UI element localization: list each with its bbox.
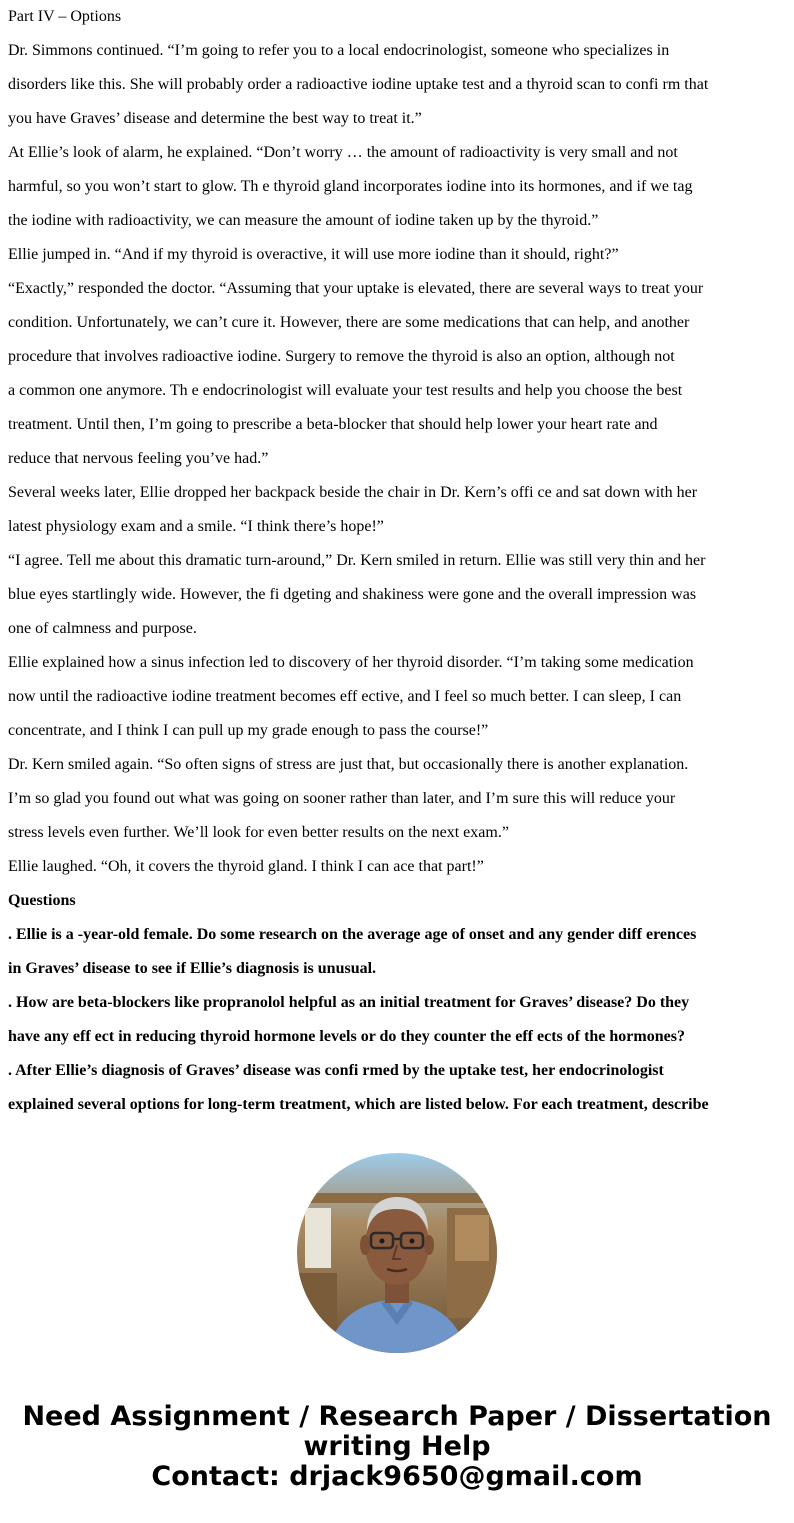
paragraph-line: Ellie laughed. “Oh, it covers the thyroid gland. I think I can ace that part!” [8, 858, 484, 875]
paragraph-line: At Ellie’s look of alarm, he explained. “Don’t worry … the amount of radioactivity is very small and not [8, 144, 678, 161]
paragraph-line: harmful, so you won’t start to glow. Th e thyroid gland incorporates iodine into its hormones, and if we tag [8, 178, 693, 195]
author-avatar [297, 1153, 497, 1353]
paragraph-line: Ellie jumped in. “And if my thyroid is overactive, it will use more iodine than it should, right?” [8, 246, 619, 263]
question-line: . After Ellie’s diagnosis of Graves’ disease was confi rmed by the uptake test, her endocrinologist [8, 1062, 664, 1079]
paragraph-line: reduce that nervous feeling you’ve had.” [8, 450, 269, 467]
paragraph-line: a common one anymore. Th e endocrinologist will evaluate your test results and help you choose the best [8, 382, 683, 399]
author-photo-icon [297, 1153, 497, 1353]
story-text [8, 34, 788, 884]
paragraph-line: you have Graves’ disease and determine the best way to treat it.” [8, 110, 422, 127]
paragraph-line: I’m so glad you found out what was going on sooner rather than later, and I’m sure this will reduce your [8, 790, 676, 807]
question-line: explained several options for long-term treatment, which are listed below. For each treatment, describe [8, 1096, 709, 1113]
paragraph-line: disorders like this. She will probably order a radioactive iodine uptake test and a thyroid scan to confi rm that [8, 76, 709, 93]
paragraph-line: “I agree. Tell me about this dramatic turn-around,” Dr. Kern smiled in return. Ellie was still very thin and her [8, 552, 706, 569]
paragraph-line: “Exactly,” responded the doctor. “Assuming that your uptake is elevated, there are several ways to treat your [8, 280, 704, 297]
question-line: . How are beta-blockers like propranolol helpful as an initial treatment for Graves’ disease? Do they [8, 994, 690, 1011]
questions-heading: Questions [8, 892, 76, 909]
questions-list [8, 918, 788, 1122]
paragraph-line: now until the radioactive iodine treatment becomes eff ective, and I feel so much better. I can sleep, I can [8, 688, 682, 705]
promo-line-1: Need Assignment / Research Paper / Dissertation [22, 1401, 772, 1432]
promo-line-2: writing Help [303, 1431, 491, 1462]
paragraph-line: Several weeks later, Ellie dropped her backpack beside the chair in Dr. Kern’s offi ce and sat down with her [8, 484, 698, 501]
paragraph-line: concentrate, and I think I can pull up my grade enough to pass the course!” [8, 722, 489, 739]
paragraph-line: condition. Unfortunately, we can’t cure it. However, there are some medications that can help, and another [8, 314, 690, 331]
paragraph-line: latest physiology exam and a smile. “I think there’s hope!” [8, 518, 384, 535]
paragraph-line: the iodine with radioactivity, we can measure the amount of iodine taken up by the thyroid.” [8, 212, 599, 229]
paragraph-line: Dr. Kern smiled again. “So often signs of stress are just that, but occasionally there is another explanation. [8, 756, 689, 773]
paragraph-line: Ellie explained how a sinus infection led to discovery of her thyroid disorder. “I’m taking some medication [8, 654, 694, 671]
question-line: . Ellie is a -year-old female. Do some research on the average age of onset and any gender diff erences [8, 926, 697, 943]
section-title: Part IV – Options [8, 8, 122, 25]
question-line: in Graves’ disease to see if Ellie’s diagnosis is unusual. [8, 960, 377, 977]
promo-contact: Contact: drjack9650@gmail.com [151, 1461, 643, 1492]
paragraph-line: blue eyes startlingly wide. However, the fi dgeting and shakiness were gone and the overall impression was [8, 586, 697, 603]
paragraph-line: Dr. Simmons continued. “I’m going to refer you to a local endocrinologist, someone who specializes in [8, 42, 670, 59]
document-body [8, 0, 788, 1122]
promo-banner [0, 1402, 794, 1492]
paragraph-line: treatment. Until then, I’m going to prescribe a beta-blocker that should help lower your heart rate and [8, 416, 658, 433]
paragraph-line: procedure that involves radioactive iodine. Surgery to remove the thyroid is also an option, although not [8, 348, 675, 365]
question-line: have any eff ect in reducing thyroid hormone levels or do they counter the eff ects of the hormones? [8, 1028, 685, 1045]
paragraph-line: stress levels even further. We’ll look for even better results on the next exam.” [8, 824, 509, 841]
paragraph-line: one of calmness and purpose. [8, 620, 197, 637]
